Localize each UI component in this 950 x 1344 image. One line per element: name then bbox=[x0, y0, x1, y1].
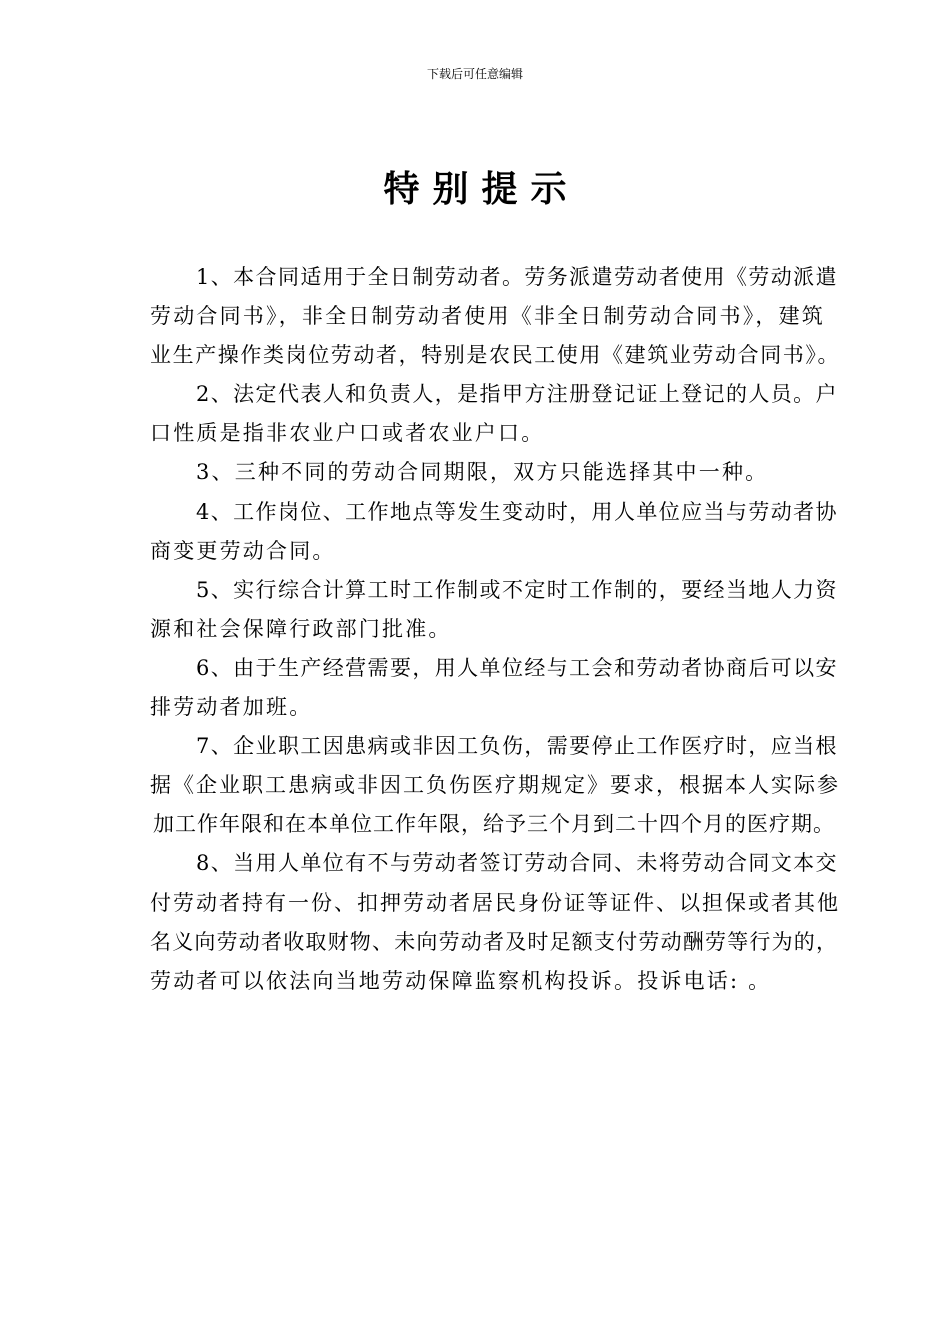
paragraph-1-line-3: 业生产操作类岗位劳动者，特别是农民工使用《建筑业劳动合同书》。 bbox=[150, 343, 841, 368]
paragraph-7-line-3: 加工作年限和在本单位工作年限，给予三个月到二十四个月的医疗期。 bbox=[153, 812, 835, 837]
paragraph-5-line-1: 5、实行综合计算工时工作制或不定时工作制的，要经当地人力资 bbox=[196, 577, 838, 602]
paragraph-2-line-1: 2、法定代表人和负责人，是指甲方注册登记证上登记的人员。户 bbox=[196, 382, 838, 407]
paragraph-8-line-2: 付劳动者持有一份、扣押劳动者居民身份证等证件、以担保或者其他 bbox=[150, 890, 840, 915]
document-body bbox=[150, 258, 840, 1001]
paragraph-8-line-4: 劳动者可以依法向当地劳动保障监察机构投诉。投诉电话: 。 bbox=[150, 968, 772, 993]
paragraph-1-line-2: 劳动合同书》，非全日制劳动者使用《非全日制劳动合同书》，建筑 bbox=[150, 304, 825, 329]
header-note: 下载后可任意编辑 bbox=[426, 67, 523, 81]
paragraph-2-line-2: 口性质是指非农业户口或者农业户口。 bbox=[150, 421, 545, 446]
paragraph-3-line-1: 3、三种不同的劳动合同期限，双方只能选择其中一种。 bbox=[196, 460, 769, 485]
paragraph-7-line-1: 7、企业职工因患病或非因工负伤，需要停止工作医疗时，应当根 bbox=[196, 734, 838, 759]
paragraph-5-line-2: 源和社会保障行政部门批准。 bbox=[150, 616, 452, 641]
document-title: 特别提示 bbox=[383, 169, 580, 210]
paragraph-8-line-1: 8、当用人单位有不与劳动者签订劳动合同、未将劳动合同文本交 bbox=[196, 851, 838, 876]
paragraph-4-line-1: 4、工作岗位、工作地点等发生变动时，用人单位应当与劳动者协 bbox=[196, 499, 838, 524]
paragraph-6-line-2: 排劳动者加班。 bbox=[150, 695, 313, 720]
paragraph-6-line-1: 6、由于生产经营需要，用人单位经与工会和劳动者协商后可以安 bbox=[196, 655, 838, 680]
paragraph-4-line-2: 商变更劳动合同。 bbox=[150, 538, 336, 563]
paragraph-1-line-1: 1、本合同适用于全日制劳动者。劳务派遣劳动者使用《劳动派遣 bbox=[196, 265, 838, 289]
paragraph-7-line-2: 据《企业职工患病或非因工负伤医疗期规定》要求，根据本人实际参 bbox=[150, 773, 840, 798]
paragraph-8-line-3: 名义向劳动者收取财物、未向劳动者及时足额支付劳动酬劳等行为的， bbox=[150, 929, 839, 954]
